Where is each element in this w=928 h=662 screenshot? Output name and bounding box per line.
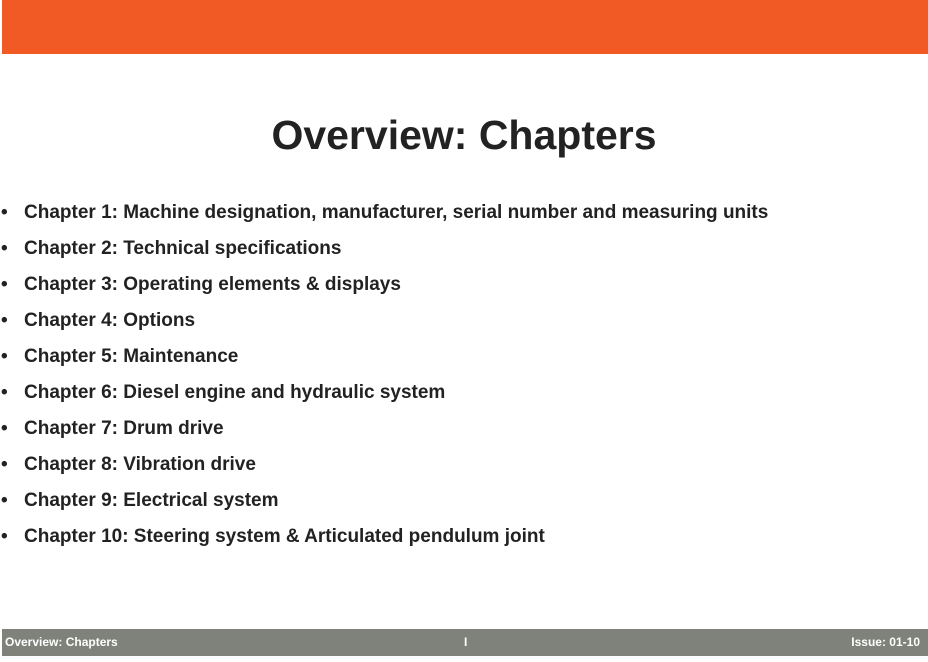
bullet-icon: • [1, 454, 8, 475]
chapter-label: Chapter 4: Options [24, 310, 196, 331]
chapter-label: Chapter 8: Vibration drive [24, 454, 256, 475]
footer-issue: Issue: 01-10 [851, 635, 920, 649]
list-item-chapter-2 [0, 232, 768, 268]
page-title: Overview: Chapters [271, 112, 657, 158]
chapter-label: Chapter 3: Operating elements & displays [24, 274, 401, 295]
list-item-chapter-7 [0, 412, 768, 448]
bullet-icon: • [1, 202, 8, 223]
footer-page-number: I [464, 635, 468, 649]
list-item-chapter-6 [0, 376, 768, 412]
chapter-label: Chapter 9: Electrical system [24, 490, 279, 511]
chapter-label: Chapter 2: Technical specifications [24, 238, 342, 259]
list-item-chapter-9 [0, 484, 768, 520]
list-item-chapter-1 [0, 196, 768, 232]
list-item-chapter-4 [0, 304, 768, 340]
footer-section-title: Overview: Chapters [5, 635, 118, 649]
bullet-icon: • [1, 418, 8, 439]
chapter-label: Chapter 6: Diesel engine and hydraulic system [24, 382, 446, 403]
bullet-icon: • [1, 526, 8, 547]
chapter-label: Chapter 5: Maintenance [24, 346, 239, 367]
footer-bar [2, 629, 928, 656]
list-item-chapter-3 [0, 268, 768, 304]
header-bar [2, 0, 928, 54]
list-item-chapter-10 [0, 520, 768, 556]
list-item-chapter-5 [0, 340, 768, 376]
chapter-label: Chapter 1: Machine designation, manufacturer, serial number and measuring units [24, 202, 769, 223]
bullet-icon: • [1, 238, 8, 259]
bullet-icon: • [1, 346, 8, 367]
bullet-icon: • [1, 274, 8, 295]
list-item-chapter-8 [0, 448, 768, 484]
chapter-label: Chapter 10: Steering system & Articulated pendulum joint [24, 526, 545, 547]
bullet-icon: • [1, 310, 8, 331]
chapter-list [0, 196, 768, 556]
bullet-icon: • [1, 382, 8, 403]
chapter-label: Chapter 7: Drum drive [24, 418, 224, 439]
bullet-icon: • [1, 490, 8, 511]
